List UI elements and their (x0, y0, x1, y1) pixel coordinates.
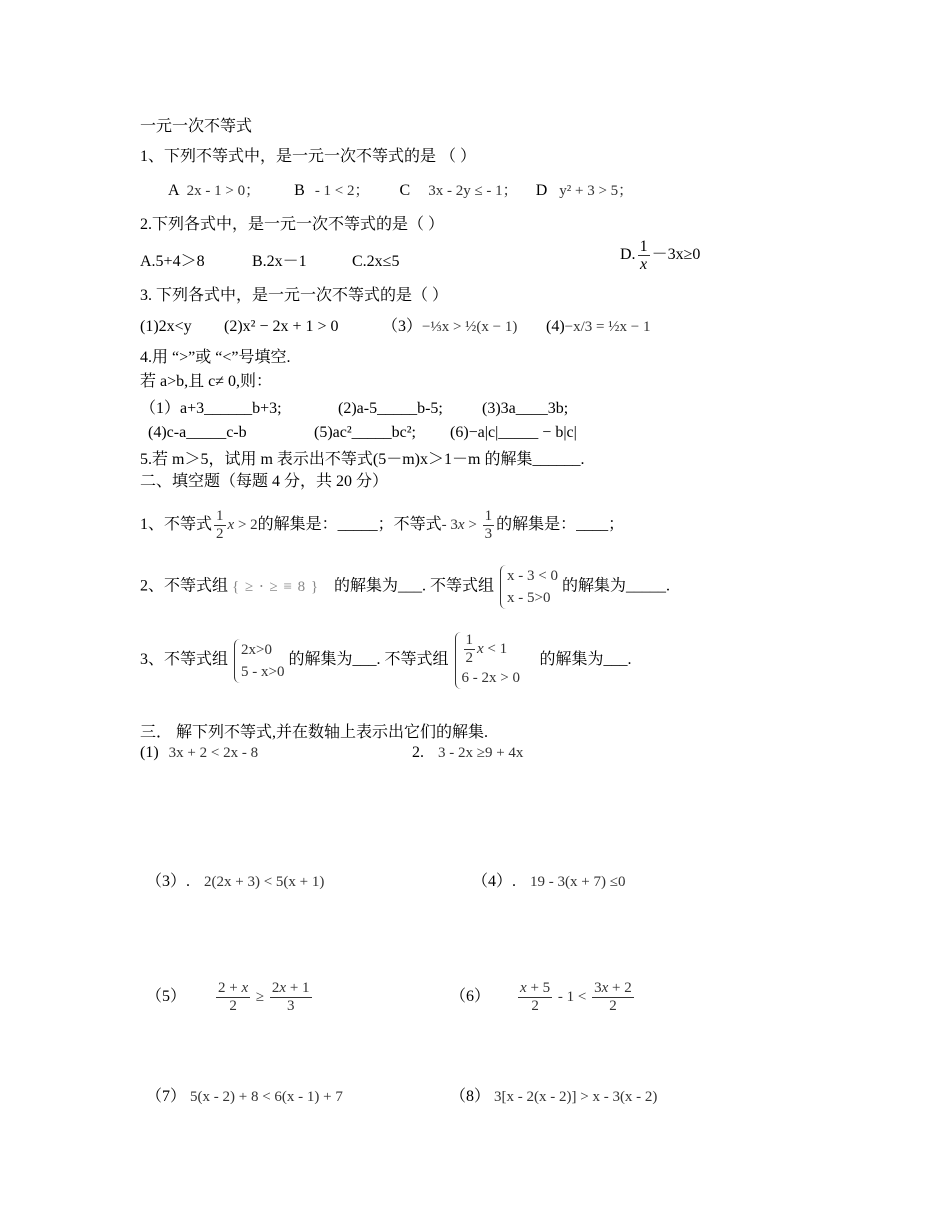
p2-label: 2. (412, 744, 424, 761)
q3-item-3-label: （3） (382, 318, 423, 335)
s3-problem-4 (472, 872, 625, 892)
s2-q1-text-a: 1、不等式 (140, 516, 213, 534)
s2-q2-sys-line-2: x - 5>0 (507, 590, 551, 606)
s2-q2-system (500, 565, 558, 609)
q3-item-3 (382, 317, 517, 337)
q2-d-suffix: －3x≥0 (651, 246, 701, 264)
q2-d-prefix: D. (620, 246, 636, 264)
p4-label: （4）. (472, 873, 517, 890)
s3-problem-5: （5） $\frac{2 + x}{2}$ ≥ $\frac{2x + 1}{3}$ (146, 980, 310, 1014)
s2-q3-text-a: 3、不等式组 (140, 651, 229, 669)
section-2-heading: 二、填空题（每题 4 分，共 20 分） (140, 473, 389, 490)
p2-expr: 3 - 2x ≥9 + 4x (438, 745, 524, 761)
question-1-4: 4.用 “>”或 “<”号填空. (140, 349, 291, 366)
s2-question-3 (140, 632, 632, 689)
s3-problem-8 (450, 1087, 657, 1107)
s2-q2-text-a: 2、不等式组 (140, 577, 229, 595)
option-c: 3x - 2y ≤ - 1； (428, 183, 518, 199)
s2-q3-system-2: $\frac{1}{2}$ x < 1 6 - 2x > 0 (455, 632, 532, 689)
s2-q2-text-b: 的解集为___. 不等式组 (334, 577, 495, 595)
p7-expr: 5(x - 2) + 8 < 6(x - 1) + 7 (190, 1089, 343, 1105)
option-d: y² + 3 > 5； (559, 183, 634, 199)
s3-problem-1 (140, 743, 258, 763)
question-1-2: 2.下列各式中，是一元一次不等式的是（ ） (140, 216, 445, 233)
option-b-label: B (294, 182, 305, 199)
s2-q2-sys-line-1: x - 3 < 0 (507, 568, 558, 584)
q4-item-1: （1）a+3______b+3; (140, 400, 282, 417)
half-fraction: $\frac{1}{2}$ (216, 508, 224, 542)
q4-item-6: (6)−a|c|_____ − b|c| (450, 424, 577, 441)
s2-q2-text-c: 的解集为_____. (562, 577, 671, 595)
p8-expr: 3[x - 2(x - 2)] > x - 3(x - 2) (494, 1089, 658, 1105)
s3-problem-7 (146, 1087, 343, 1107)
question-1-3: 3. 下列各式中，是一元一次不等式的是（ ） (140, 287, 449, 304)
s2-q3-sys2-line-2: 6 - 2x > 0 (461, 670, 520, 686)
s3-problem-2 (412, 743, 523, 763)
q2-d-fraction (638, 238, 650, 273)
s2-q3-sys-line-2: 5 - x>0 (241, 663, 285, 680)
p4-expr: 19 - 3(x + 7) ≤0 (530, 874, 626, 890)
s2-q3-sys-line-1: 2x>0 (241, 641, 272, 658)
option-b: - 1 < 2； (314, 183, 370, 199)
q2-option-b: B.2x－1 (252, 253, 307, 270)
q4-item-5: (5)ac²_____bc²; (314, 424, 416, 441)
p3-label: （3）. (146, 873, 191, 890)
p1-expr: 3x + 2 < 2x - 8 (168, 745, 259, 761)
q3-item-2: (2)x² − 2x + 1 > 0 (224, 318, 339, 335)
q2-d-den: x (638, 255, 650, 273)
question-1-1-options (168, 181, 633, 201)
q4-item-4: (4)c-a_____c-b (148, 424, 247, 441)
q4-item-2: (2)a-5_____b-5; (338, 400, 443, 417)
section-3-heading: 三． 解下列不等式,并在数轴上表示出它们的解集. (140, 724, 489, 741)
s3-problem-6: （6） $\frac{x + 5}{2}$ - 1 < $\frac{3x + 2}{2}$ (450, 980, 632, 1014)
third-fraction: $\frac{1}{3}$ (484, 508, 493, 542)
p8-label: （8） (450, 1088, 491, 1105)
p7-label: （7） (146, 1088, 187, 1105)
q4-condition: 若 a>b,且 c≠ 0,则： (140, 373, 273, 390)
q2-option-a: A.5+4＞8 (140, 253, 205, 270)
p1-label: (1) (140, 744, 159, 761)
option-a-label: A (168, 182, 179, 199)
q2-d-num: 1 (639, 238, 648, 255)
q3-item-3-expr: −⅓x > ½(x − 1) (422, 319, 518, 335)
s2-q3-text-c: 的解集为___. (539, 651, 632, 669)
question-1-1: 1、下列不等式中，是一元一次不等式的是 （ ） (140, 148, 477, 165)
option-a: 2x - 1 > 0； (186, 183, 261, 199)
s2-q3-system-1 (234, 639, 284, 683)
q2-option-d (620, 238, 700, 273)
option-c-label: C (399, 182, 411, 199)
q2-option-c: C.2x≤5 (352, 253, 400, 270)
s2-question-1: 1、不等式 $\frac{1}{2}$ x > 2的解集是：_____；不等式- 3x > $\frac{1}{3}$ 的解集是：____； (140, 508, 625, 542)
q3-item-1: (1)2x<y (140, 318, 192, 335)
q3-item-4-expr: −x/3 = ½x − 1 (564, 319, 651, 335)
s3-problem-3 (146, 872, 324, 892)
garbled-system-image: { ≥ ⋅ ≥ ≡ 8 } (232, 578, 320, 595)
s2-question-2 (140, 565, 670, 609)
option-d-label: D (535, 182, 548, 199)
q3-item-4 (546, 317, 650, 337)
q3-item-4-label: (4) (546, 318, 565, 335)
s2-q3-text-b: 的解集为___. 不等式组 (288, 651, 449, 669)
p5-label: （5） (146, 987, 187, 1005)
p6-label: （6） (450, 987, 491, 1005)
s2-q1-text-b: 的解集是：_____；不等式 (257, 516, 442, 534)
s2-q1-text-c: 的解集是：____； (496, 516, 625, 534)
question-1-5: 5.若 m＞5，试用 m 表示出不等式(5－m)x＞1－m 的解集______. (140, 451, 585, 468)
q4-item-3: (3)3a____3b; (482, 400, 569, 417)
p3-expr: 2(2x + 3) < 5(x + 1) (204, 874, 325, 890)
page-title: 一元一次不等式 (140, 118, 253, 135)
